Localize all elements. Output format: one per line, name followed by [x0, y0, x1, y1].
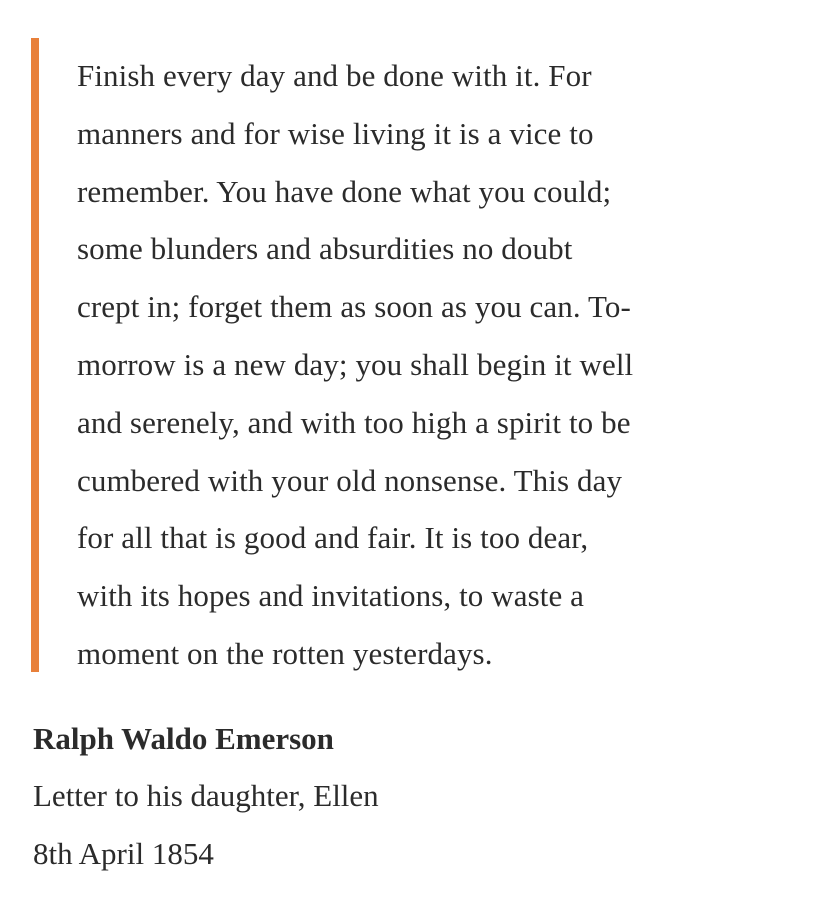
quote-text	[77, 47, 807, 683]
source-title: Letter to his daughter, Ellen	[33, 778, 379, 813]
quote-line: manners and for wise living it is a vice to	[77, 115, 594, 151]
quote-line: cumbered with your old nonsense. This day	[77, 462, 623, 498]
attribution	[33, 711, 793, 883]
author-name: Ralph Waldo Emerson	[33, 721, 334, 756]
quote-line: and serenely, and with too high a spirit to be	[77, 404, 631, 440]
quote-line: for all that is good and fair. It is too dear,	[77, 520, 589, 556]
quote-line: remember. You have done what you could;	[77, 173, 612, 209]
quote-line: Finish every day and be done with it. For	[77, 58, 592, 93]
quote-block	[31, 38, 811, 672]
quote-line: moment on the rotten yesterdays.	[77, 635, 493, 671]
quote-line: crept in; forget them as soon as you can. To-	[77, 289, 631, 325]
quote-line: with its hopes and invitations, to waste a	[77, 578, 585, 614]
quote-line: some blunders and absurdities no doubt	[77, 231, 573, 267]
quote-accent-bar	[31, 38, 39, 672]
source-date: 8th April 1854	[33, 836, 214, 871]
quote-line: morrow is a new day; you shall begin it well	[77, 346, 634, 382]
